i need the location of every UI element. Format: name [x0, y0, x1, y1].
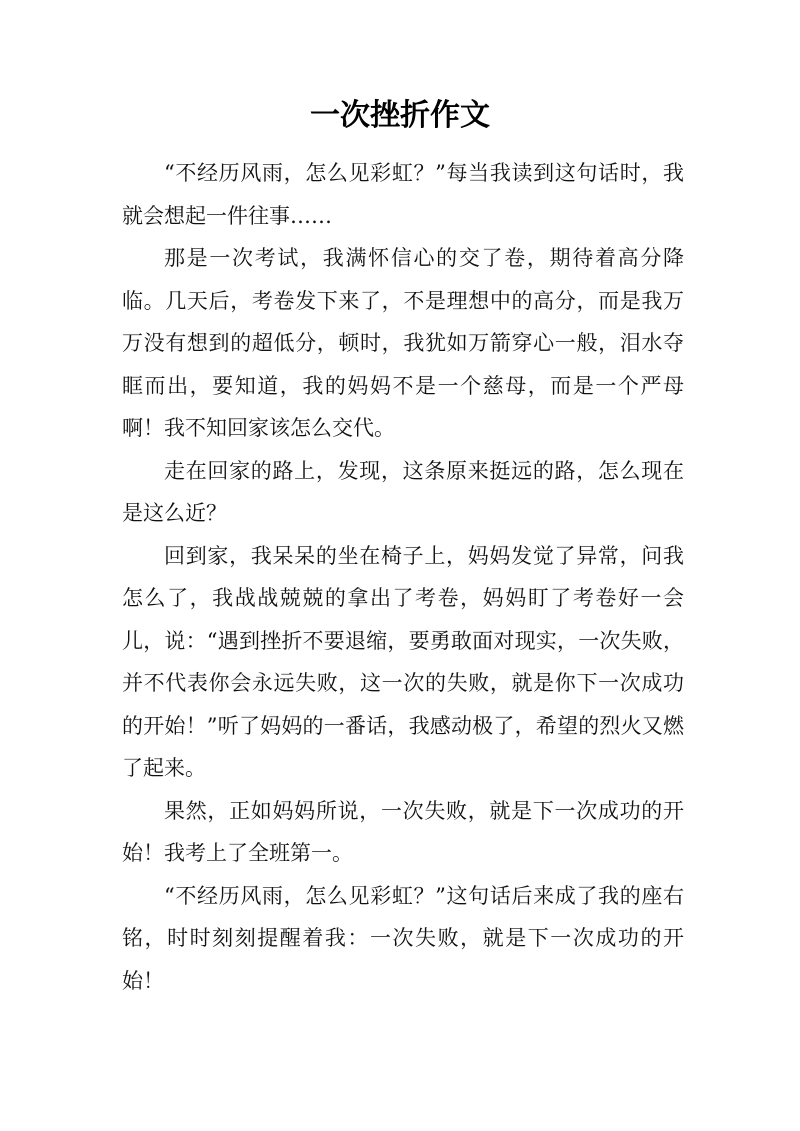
- paragraph-4: 回到家，我呆呆的坐在椅子上，妈妈发觉了异常，问我怎么了，我战战兢兢的拿出了考卷，妈妈盯了考卷好一会儿，说：“遇到挫折不要退缩，要勇敢面对现实，一次失败，并不代表你会永远失败，这一次的失败，就是你下一次成功的开始！”听了妈妈的一番话，我感动极了，希望的烈火又燃了起来。: [122, 543, 684, 780]
- document-body: [122, 152, 684, 1002]
- paragraph-6: “不经历风雨，怎么见彩虹？”这句话后来成了我的座右铭，时时刻刻提醒着我：一次失败，就是下一次成功的开始！: [122, 883, 684, 993]
- paragraph-3: 走在回家的路上，发现，这条原来挺远的路，怎么现在是这么近？: [122, 458, 684, 525]
- paragraph-1: “不经历风雨，怎么见彩虹？”每当我读到这句话时，我就会想起一件往事……: [122, 161, 684, 228]
- document-title: 一次挫折作文: [310, 98, 490, 133]
- paragraph-2: 那是一次考试，我满怀信心的交了卷，期待着高分降临。几天后，考卷发下来了，不是理想中的高分，而是我万万没有想到的超低分，顿时，我犹如万箭穿心一般，泪水夺眶而出，要知道，我的妈妈不是一个慈母，而是一个严母啊！我不知回家该怎么交代。: [122, 246, 684, 440]
- paragraph-5: 果然，正如妈妈所说，一次失败，就是下一次成功的开始！我考上了全班第一。: [122, 798, 684, 865]
